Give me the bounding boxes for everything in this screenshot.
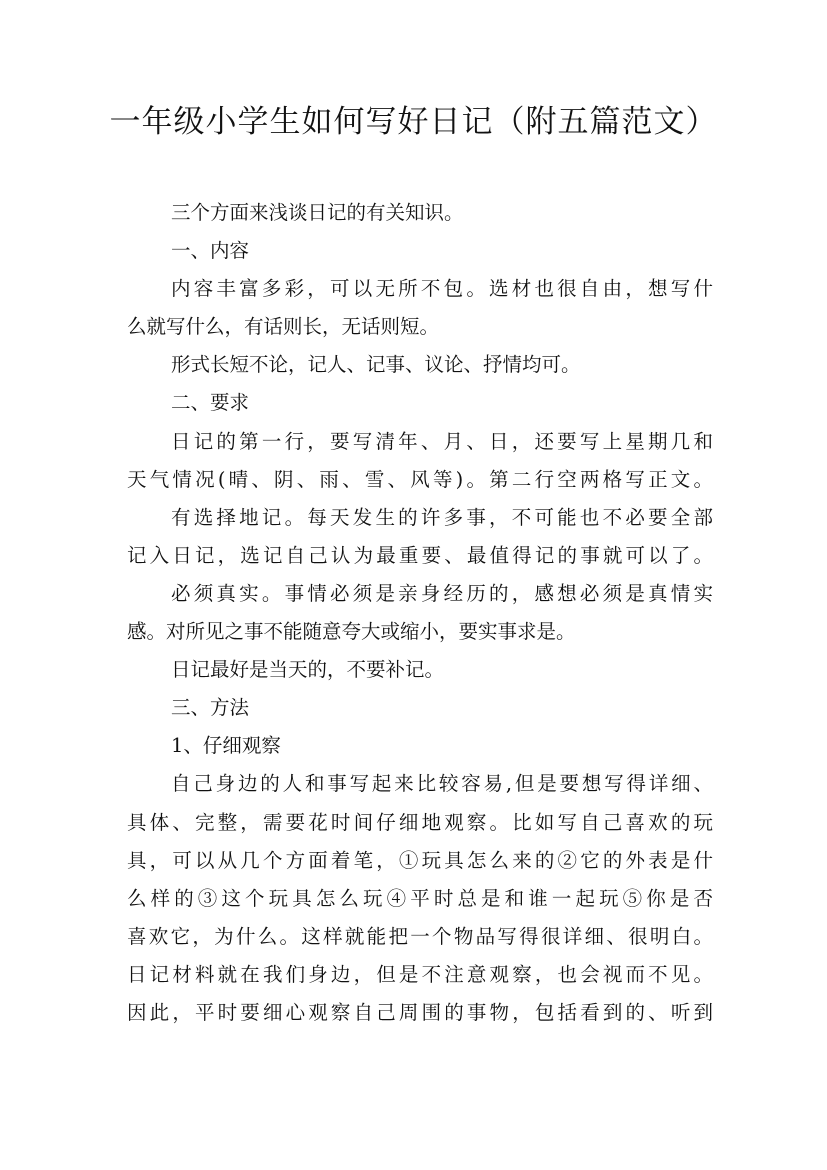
text-line: 具，可以从几个方面着笔，①玩具怎么来的②它的外表是什: [127, 848, 713, 872]
text-line: 自己身边的人和事写起来比较容易,但是要想写得详细、: [171, 772, 713, 796]
text-line: 日记材料就在我们身边，但是不注意观察，也会视而不见。: [127, 962, 713, 986]
text-line: 1、仔细观察: [171, 734, 281, 758]
text-line: 记入日记，选记自己认为最重要、最值得记的事就可以了。: [127, 543, 713, 567]
text-line: 感。对所见之事不能随意夸大或缩小，要实事求是。: [127, 620, 576, 644]
text-line: 日记最好是当天的，不要补记。: [171, 658, 445, 682]
text-line: 二、要求: [171, 391, 250, 415]
text-line: 有选择地记。每天发生的许多事，不可能也不必要全部: [171, 505, 713, 529]
document-body: [127, 194, 713, 1032]
text-line: 因此，平时要细心观察自己周围的事物，包括看到的、听到: [127, 1000, 713, 1024]
page-title: 一年级小学生如何写好日记（附五篇范文）: [109, 104, 718, 140]
text-line: 日记的第一行，要写清年、月、日，还要写上星期几和: [171, 429, 713, 453]
text-line: 三个方面来浅谈日记的有关知识。: [171, 201, 464, 224]
text-line: 必须真实。事情必须是亲身经历的，感想必须是真情实: [171, 581, 713, 605]
text-line: 具体、完整，需要花时间仔细地观察。比如写自己喜欢的玩: [127, 810, 713, 834]
text-line: 么就写什么，有话则长，无话则短。: [127, 315, 440, 339]
text-line: 三、方法: [171, 696, 250, 720]
text-line: 内容丰富多彩，可以无所不包。选材也很自由，想写什: [171, 277, 713, 301]
text-line: 形式长短不论，记人、记事、议论、抒情均可。: [171, 353, 581, 377]
text-line: 么样的③这个玩具怎么玩④平时总是和谁一起玩⑤你是否: [127, 886, 713, 910]
text-line: 喜欢它，为什么。这样就能把一个物品写得很详细、很明白。: [127, 924, 713, 948]
text-line: 天气情况(晴、阴、雨、雪、风等)。第二行空两格写正文。: [127, 467, 713, 491]
text-line: 一、内容: [171, 239, 250, 263]
